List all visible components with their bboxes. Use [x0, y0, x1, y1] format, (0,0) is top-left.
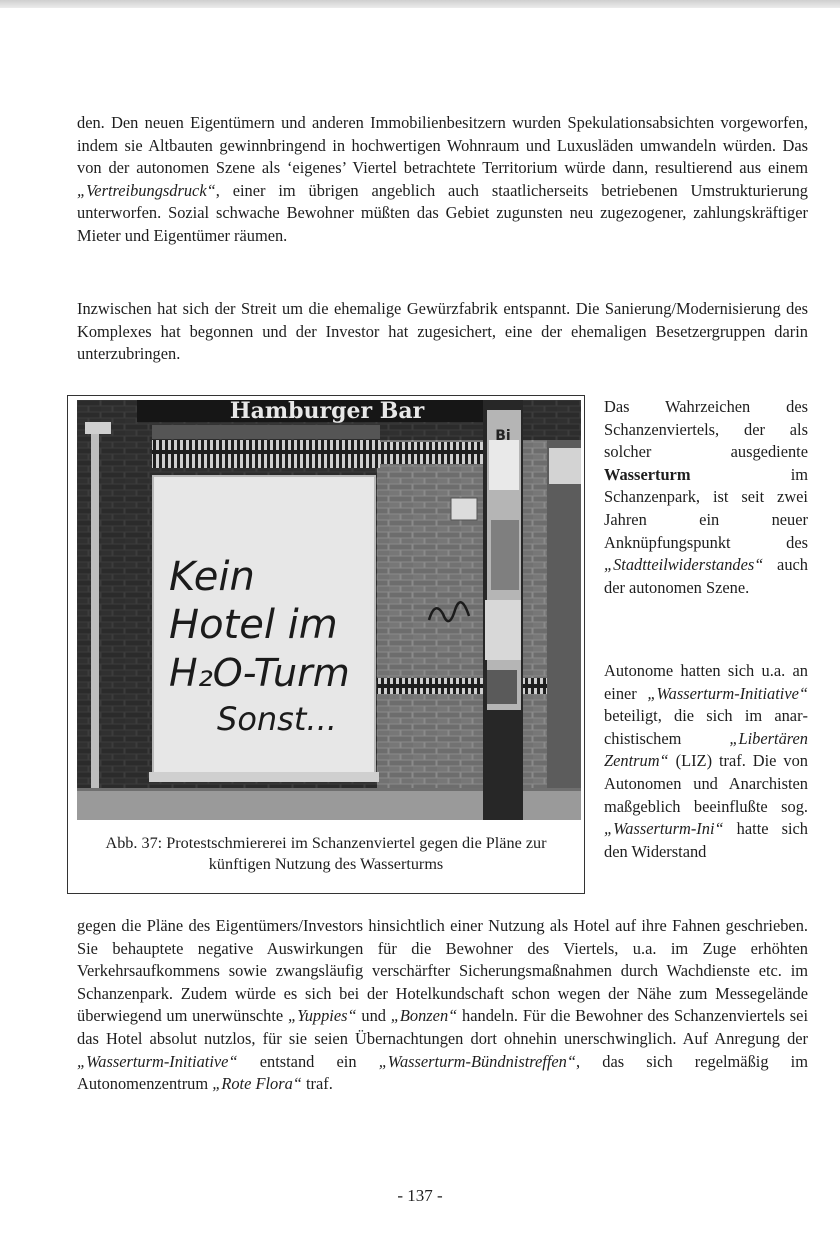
paragraph-3-run: handeln. Für die Bewohner des Schanzenviertels sei das Hotel absolut nutzlos, für sie seien Übernachtungen dort ohnehin unerschwinglich. Auf Anregung der	[77, 1006, 808, 1048]
term-wasserturm-ini: „Wasserturm-Ini“	[604, 819, 724, 839]
paragraph-3-run: entstand ein	[237, 1051, 379, 1071]
paragraph-3	[77, 915, 808, 1096]
term-buendnistreffen: „Wasserturm-Bündnistreffen“	[378, 1051, 576, 1071]
graffiti-photo	[77, 400, 581, 820]
top-scan-edge	[0, 0, 840, 8]
svg-text:Sonst...: Sonst...	[217, 700, 337, 738]
paragraph-3-run: traf.	[301, 1074, 333, 1094]
term-bonzen: „Bonzen“	[390, 1006, 458, 1026]
term-wasserturm-initiative: „Wasserturm-Initiative“	[77, 1051, 238, 1071]
paragraph-3-run: gegen die Pläne des Eigentümers/Investors hinsichtlich einer Nutzung als Hotel auf ihre Fahnen geschrieben. Sie behauptete negative Auswirkungen für die Bewohner des Viertels, u.a. im Zuge erhöhten Verkehrsaufkommens sowie zwangsläufig verschärfter Sicherungsmaßnahmen durch Wachdienste etc. im Schanzenpark. Zudem würde es sich bei der Hotelkundschaft schon wegen der Nähe zum Messegelände überwiegend um unerwünschte	[77, 916, 808, 1026]
paragraph-1-run: , einer im übrigen angeblich auch staatlicherseits betriebenen Umstrukturierung unterworfen. Sozial schwache Bewohner müßten das Gebiet zugunsten neu zugezogener, zahlungskräftiger Mieter und Eigentümer räumen.	[77, 180, 808, 245]
term-yuppies: „Yuppies“	[287, 1006, 357, 1026]
term-rote-flora: „Rote Flora“	[212, 1074, 302, 1094]
svg-text:Hotel im: Hotel im	[169, 602, 338, 648]
paragraph-1	[77, 112, 808, 248]
paragraph-3-run: , das sich regelmäßig im Autonomenzentrum	[77, 1051, 808, 1094]
wall-plaque	[451, 498, 477, 520]
drain-pipe	[91, 430, 99, 800]
term-vertreibungsdruck: „Vertreibungsdruck“	[77, 180, 216, 200]
svg-text:H₂O-Turm: H₂O-Turm	[169, 651, 350, 695]
side-paragraph-2-run: Autonome hatten sich u.a. an einer	[604, 661, 808, 703]
paragraph-2: Inzwischen hat sich der Streit um die ehemalige Gewürzfabrik entspannt. Die Sanierung/Modernisierung des Komplexes hat begonnen und der Investor hat zugesichert, eine der ehemaligen Besetzergruppen darin unterzubringen.	[77, 299, 808, 364]
pole-poster-text: Bi	[495, 428, 511, 444]
side-paragraph-1-run: auch der autonomen Szene.	[604, 555, 808, 597]
term-wasserturm: Wasserturm	[604, 464, 691, 484]
bar-sign-text: Hamburger Bar	[229, 400, 425, 424]
figure-37	[67, 395, 585, 894]
photo-drawing	[77, 400, 581, 820]
side-paragraph-2	[604, 660, 808, 863]
term-stadtteilwiderstand: „Stadtteilwiderstandes“	[604, 555, 764, 575]
side-paragraph-2-run: beteiligt, die sich im anarchistischem	[604, 706, 808, 748]
term-libertaeres-zentrum: „Libertären Zentrum“	[604, 728, 808, 771]
figure-caption: Abb. 37: Protestschmiererei im Schanzenviertel gegen die Pläne zur künftigen Nutzung des Wasserturms	[105, 834, 547, 873]
page-number: - 137 -	[397, 1186, 443, 1205]
side-paragraph-1-run: im Schanzenpark, ist seit zwei Jahren ein neuer Anknüpfungspunkt des	[604, 464, 808, 552]
side-paragraph-1-run: Das Wahrzeichen des Schanzenviertels, der als solcher ausgediente	[604, 397, 808, 462]
window-top-slats	[152, 440, 380, 468]
side-paragraph-2-run: hatte sich den Widerstand	[604, 819, 808, 861]
paragraph-3-run: und	[356, 1006, 391, 1026]
side-paragraph-1	[604, 396, 808, 599]
side-paragraph-2-run: (LIZ) traf. Die von Autonomen und Anarchisten maßgeblich beeinflußte sog.	[604, 751, 808, 816]
term-wasserturm-initiative: „Wasserturm-Initiative“	[647, 683, 808, 703]
svg-text:Kein: Kein	[169, 554, 255, 600]
shutter-sill	[149, 772, 379, 782]
paragraph-1-run: den. Den neuen Eigentümern und anderen Immobilienbesitzern wurden Spekulationsabsichten vorgeworfen, indem sie Altbauten gewinnbringend in hochwertigen Wohnraum und Luxusläden umwandeln würden. Das von der autonomen Szene als ‘eigenes’ Viertel betrachtete Territorium würde dann, resultierend aus einem	[77, 113, 808, 178]
